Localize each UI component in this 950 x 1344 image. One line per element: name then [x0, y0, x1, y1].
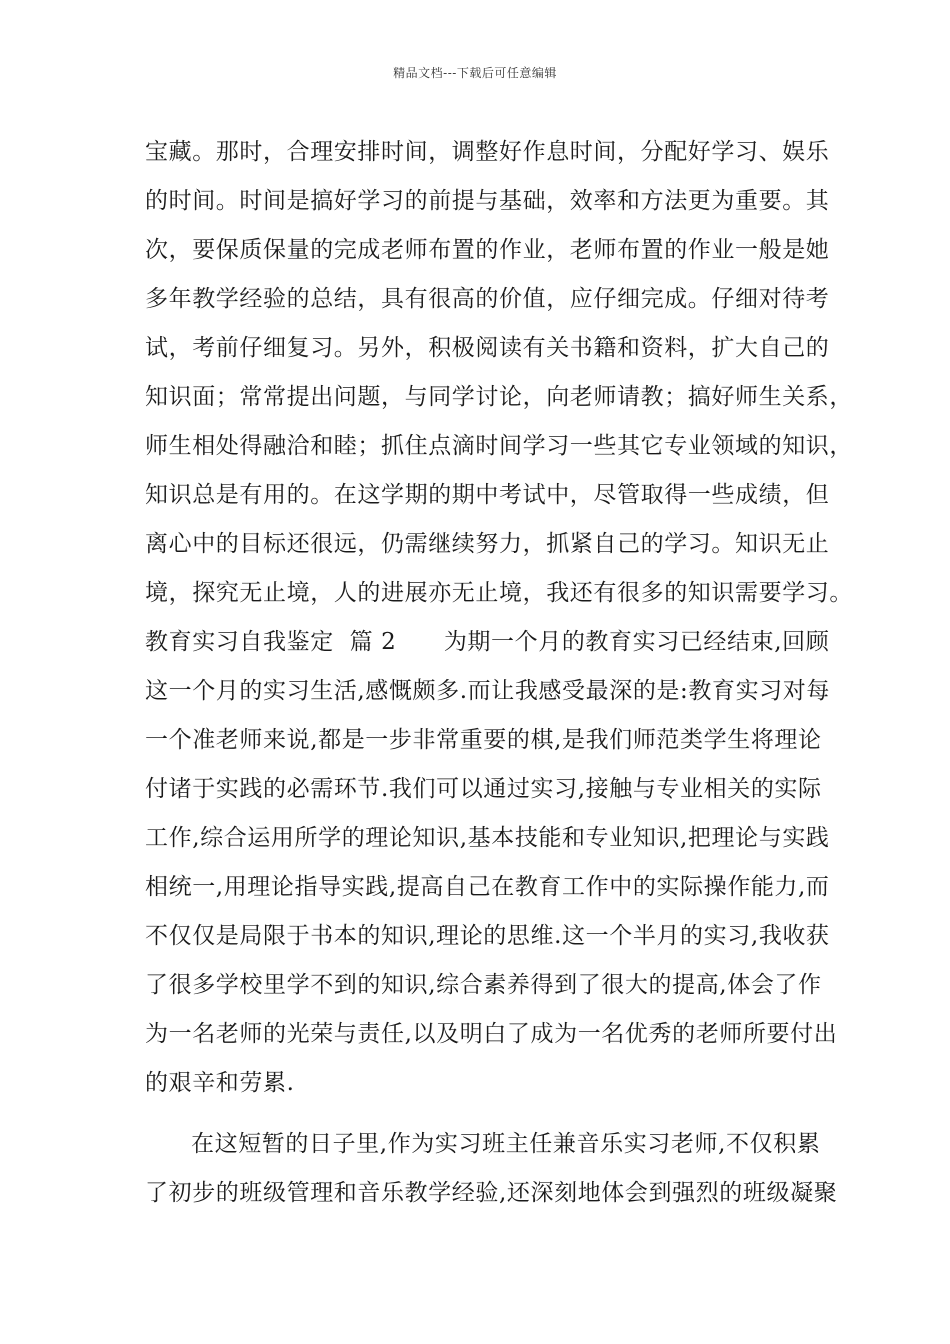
text-line: 付诸于实践的必需环节.我们可以通过实习,接触与专业相关的实际 — [145, 776, 822, 802]
text-line: 相统一,用理论指导实践,提高自己在教育工作中的实际操作能力,而 — [145, 874, 830, 900]
paragraph-gap — [145, 1108, 825, 1120]
text-line: 知识总是有用的。在这学期的期中考试中，尽管取得一些成绩，但 — [145, 482, 830, 508]
text-line: 境，探究无止境，人的进展亦无止境，我还有很多的知识需要学习。 — [145, 580, 853, 606]
text-line: 试，考前仔细复习。另外，积极阅读有关书籍和资料，扩大自己的 — [145, 335, 830, 361]
text-line: 了很多学校里学不到的知识,综合素养得到了很大的提高,体会了作 — [145, 972, 822, 998]
text-line: 在这短暂的日子里,作为实习班主任兼音乐实习老师,不仅积累 — [191, 1131, 821, 1157]
text-line: 知识面；常常提出问题，与同学讨论，向老师请教；搞好师生关系， — [145, 384, 853, 410]
text-line: 的艰辛和劳累. — [145, 1070, 295, 1096]
text-line: 了初步的班级管理和音乐教学经验,还深刻地体会到强烈的班级凝聚 — [145, 1180, 838, 1206]
paragraph-study-habits — [145, 128, 853, 618]
paragraph-internship-review — [145, 618, 838, 1108]
text-line: 工作,综合运用所学的理论知识,基本技能和专业知识,把理论与实践 — [145, 825, 830, 851]
paragraph-class-teacher — [145, 1120, 838, 1218]
page-header: 精品文档---下载后可任意编辑 — [393, 66, 557, 80]
text-line: 师生相处得融洽和睦；抓住点滴时间学习一些其它专业领域的知识， — [145, 433, 853, 459]
text-line: 一个准老师来说,都是一步非常重要的棋,是我们师范类学生将理论 — [145, 727, 822, 753]
text-line: 为一名老师的光荣与责任,以及明白了成为一名优秀的老师所要付出 — [145, 1021, 838, 1047]
text-line: 次，要保质保量的完成老师布置的作业，老师布置的作业一般是她 — [145, 237, 830, 263]
text-line: 的时间。时间是搞好学习的前提与基础，效率和方法更为重要。其 — [145, 188, 830, 214]
text-line: 离心中的目标还很远，仍需继续努力，抓紧自己的学习。知识无止 — [145, 531, 830, 557]
document-body — [145, 128, 853, 1218]
text-line: 这一个月的实习生活,感慨颇多.而让我感受最深的是:教育实习对每 — [145, 678, 830, 704]
text-line: 宝藏。那时，合理安排时间，调整好作息时间，分配好学习、娱乐 — [145, 139, 830, 165]
section-heading-line: 教育实习自我鉴定 篇 2 为期一个月的教育实习已经结束,回顾 — [145, 629, 830, 655]
text-line: 多年教学经验的总结，具有很高的价值，应仔细完成。仔细对待考 — [145, 286, 830, 312]
text-line: 不仅仅是局限于书本的知识,理论的思维.这一个半月的实习,我收获 — [145, 923, 830, 949]
